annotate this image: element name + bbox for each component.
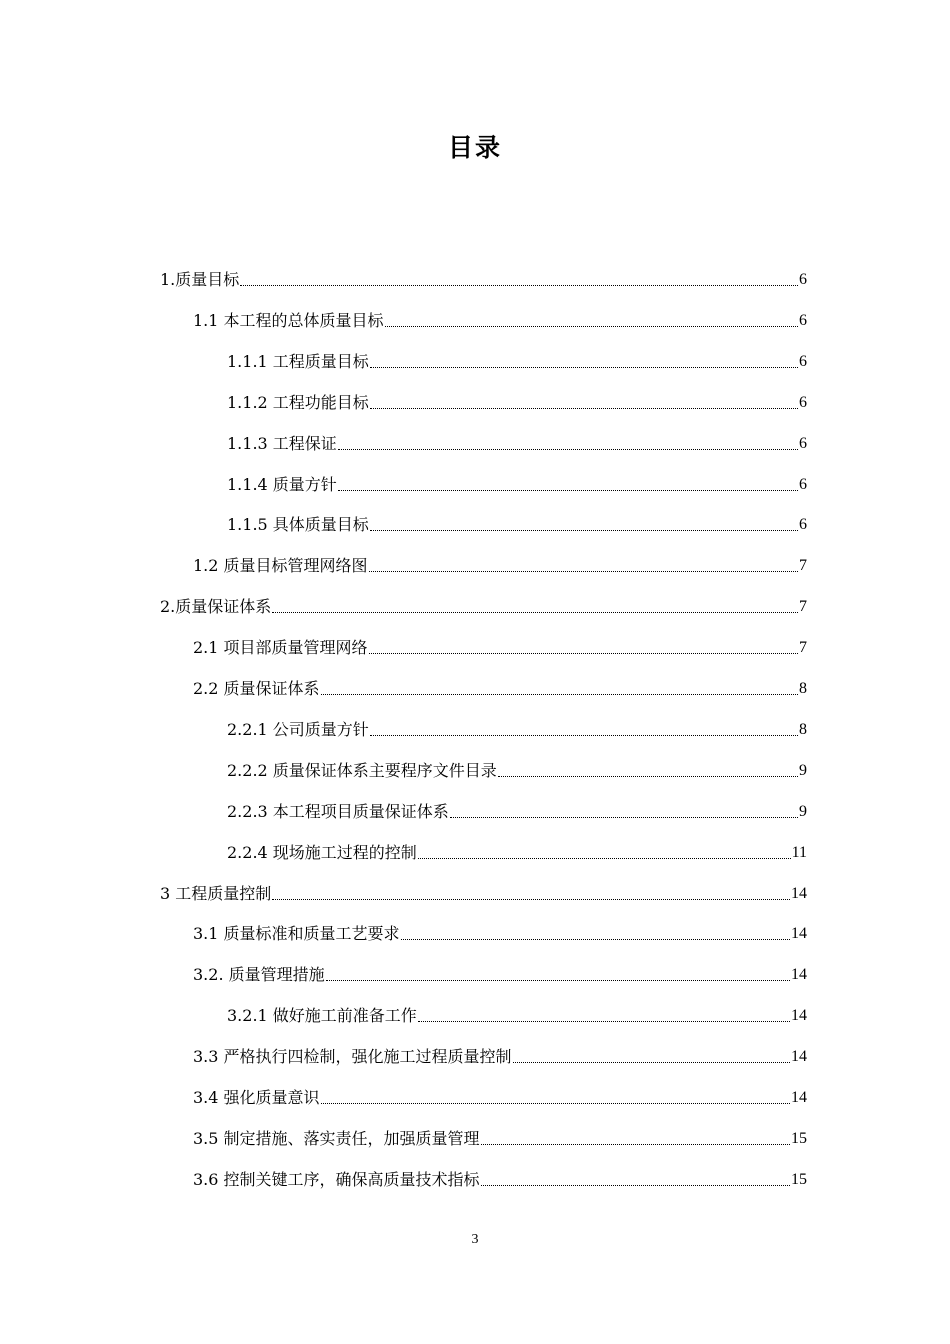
- toc-entry-title: 3 工程质量控制: [160, 883, 272, 903]
- toc-entry-title: 1.2 质量目标管理网络图: [193, 556, 368, 576]
- toc-entry[interactable]: [193, 554, 807, 578]
- toc-entry-page: 6: [799, 393, 807, 411]
- toc-dot-leader: [370, 367, 798, 368]
- toc-entry-title: 3.6 控制关键工序，确保高质量技术指标: [193, 1169, 480, 1189]
- toc-entry[interactable]: [227, 759, 807, 783]
- toc-dot-leader: [370, 530, 798, 531]
- toc-entry[interactable]: [227, 391, 807, 415]
- toc-entry-page: 6: [799, 475, 807, 493]
- toc-dot-leader: [498, 776, 798, 777]
- toc-entry-title: 3.1 质量标准和质量工艺要求: [193, 924, 400, 944]
- toc-entry-page: 7: [799, 639, 807, 657]
- toc-entry-page: 14: [791, 884, 807, 902]
- toc-entry-page: 6: [799, 271, 807, 288]
- toc-entry[interactable]: [160, 882, 807, 906]
- toc-entry-page: 11: [791, 843, 807, 861]
- toc-entry-page: 14: [791, 925, 807, 943]
- toc-entry[interactable]: [227, 513, 807, 537]
- toc-entry[interactable]: [227, 350, 807, 374]
- toc-dot-leader: [326, 980, 790, 981]
- toc-entry[interactable]: [160, 268, 807, 292]
- toc-dot-leader: [370, 735, 798, 736]
- toc-entry-title: 2.2.3 本工程项目质量保证体系: [227, 801, 449, 821]
- toc-entry-title: 3.4 强化质量意识: [193, 1088, 320, 1107]
- toc-entry[interactable]: [193, 963, 807, 987]
- toc-dot-leader: [321, 1103, 790, 1104]
- toc-entry[interactable]: [227, 432, 807, 456]
- toc-entry-page: 14: [791, 1007, 807, 1025]
- toc-entry[interactable]: [193, 309, 807, 333]
- toc-entry-title: 3.2. 质量管理措施: [193, 965, 325, 985]
- toc-entry[interactable]: [193, 1086, 807, 1110]
- toc-entry-title: 1.1.3 工程保证: [227, 433, 337, 453]
- toc-entry-page: 7: [799, 557, 807, 575]
- toc-entry-page: 15: [791, 1129, 807, 1147]
- toc-entry-title: 2.2.4 现场施工过程的控制: [227, 842, 417, 862]
- page-number: 3: [471, 1232, 479, 1247]
- toc-entry-title: 2.2.2 质量保证体系主要程序文件目录: [227, 760, 497, 780]
- toc-entry[interactable]: [160, 595, 807, 619]
- toc-entry-page: 9: [799, 802, 807, 820]
- toc-dot-leader: [418, 1021, 790, 1022]
- toc-dot-leader: [385, 326, 798, 327]
- toc-entry-title: 1.质量目标: [160, 270, 240, 289]
- toc-entry-page: 15: [791, 1170, 807, 1188]
- toc-dot-leader: [369, 653, 798, 654]
- toc-entry-title: 1.1.2 工程功能目标: [227, 392, 369, 412]
- toc-dot-leader: [513, 1062, 790, 1063]
- document-title: 目录: [447, 133, 502, 162]
- toc-entry[interactable]: [193, 636, 807, 660]
- toc-entry[interactable]: [227, 1004, 807, 1028]
- toc-entry-title: 3.3 严格执行四检制，强化施工过程质量控制: [193, 1047, 512, 1067]
- toc-dot-leader: [272, 899, 790, 900]
- toc-dot-leader: [240, 285, 798, 286]
- toc-dot-leader: [401, 939, 790, 940]
- toc-dot-leader: [272, 612, 798, 613]
- toc-entry-title: 3.2.1 做好施工前准备工作: [227, 1006, 417, 1026]
- toc-entry[interactable]: [193, 677, 807, 701]
- toc-dot-leader: [369, 571, 798, 572]
- toc-entry-title: 2.质量保证体系: [160, 597, 272, 617]
- toc-entry-page: 9: [799, 761, 807, 779]
- toc-entry[interactable]: [193, 922, 807, 946]
- toc-dot-leader: [481, 1185, 790, 1186]
- toc-entry-title: 1.1.1 工程质量目标: [227, 351, 369, 371]
- toc-entry-page: 14: [791, 966, 807, 984]
- toc-entry-page: 14: [791, 1089, 807, 1106]
- toc-entry-title: 2.2.1 公司质量方针: [227, 719, 369, 739]
- toc-entry[interactable]: [193, 1127, 807, 1151]
- toc-entry-title: 1.1.5 具体质量目标: [227, 515, 369, 535]
- toc-dot-leader: [481, 1144, 790, 1145]
- toc-entry-page: 6: [799, 311, 807, 329]
- toc-entry-page: 8: [799, 720, 807, 738]
- toc-entry-page: 6: [799, 352, 807, 370]
- toc-entry-title: 2.1 项目部质量管理网络: [193, 638, 368, 658]
- toc-dot-leader: [418, 858, 791, 859]
- toc-dot-leader: [321, 694, 798, 695]
- toc-dot-leader: [450, 817, 798, 818]
- toc-entry-page: 14: [791, 1048, 807, 1066]
- toc-entry-title: 3.5 制定措施、落实责任，加强质量管理: [193, 1128, 480, 1148]
- toc-entry[interactable]: [193, 1045, 807, 1069]
- toc-entry[interactable]: [227, 800, 807, 824]
- toc-entry-title: 2.2 质量保证体系: [193, 679, 320, 698]
- toc-dot-leader: [338, 449, 798, 450]
- toc-dot-leader: [338, 490, 798, 491]
- toc-entry-page: 6: [799, 434, 807, 452]
- toc-entry[interactable]: [227, 473, 807, 497]
- toc-entry[interactable]: [227, 718, 807, 742]
- toc-entry-title: 1.1.4 质量方针: [227, 474, 337, 494]
- toc-entry-page: 6: [799, 516, 807, 534]
- toc-entry-page: 7: [799, 598, 807, 616]
- toc-entry-page: 8: [799, 680, 807, 697]
- toc-entry[interactable]: [227, 841, 807, 865]
- toc-dot-leader: [370, 408, 798, 409]
- toc-entry-title: 1.1 本工程的总体质量目标: [193, 310, 384, 330]
- toc-entry[interactable]: [193, 1168, 807, 1192]
